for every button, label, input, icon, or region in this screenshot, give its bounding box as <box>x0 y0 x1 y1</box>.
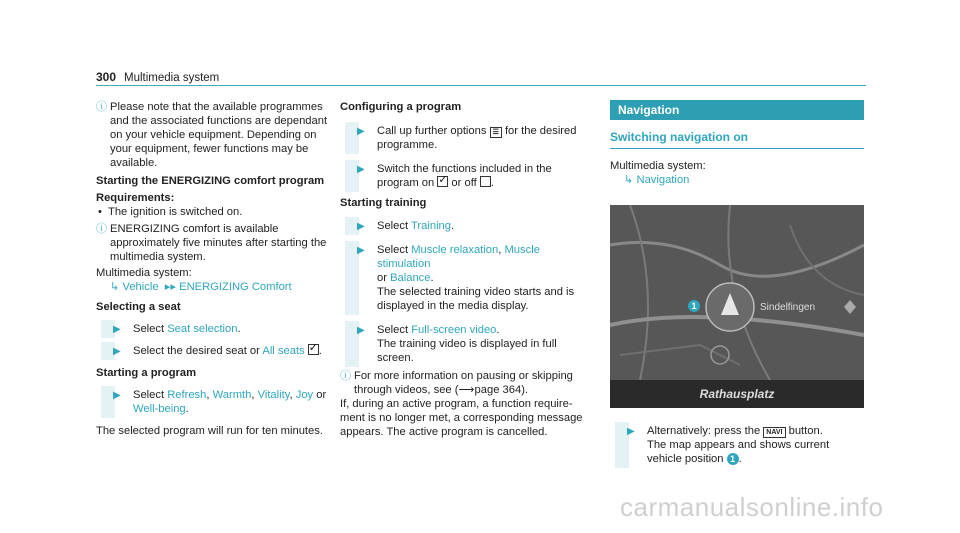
heading-start-program: Starting a program <box>96 367 197 379</box>
info-icon: ⓘ <box>340 370 351 382</box>
heading-start-energizing: Starting the ENERGIZING comfort program <box>96 175 325 187</box>
menu-path <box>96 280 328 294</box>
link-training[interactable]: Training <box>411 220 452 232</box>
step-arrow-icon: ▶ <box>627 426 635 437</box>
info-icon: ⓘ <box>96 223 107 235</box>
step-arrow-icon: ▶ <box>357 325 365 336</box>
subheading-switching-navigation: Switching navigation on <box>610 130 748 144</box>
step-text: Alternatively: press the <box>647 425 764 437</box>
step-text: Select <box>377 244 412 256</box>
page-header <box>96 70 862 84</box>
runtime-note: The selected program will run for ten minutes. <box>96 425 323 437</box>
column-3 <box>610 100 864 468</box>
checkbox-checked-icon <box>437 176 448 187</box>
step-switch-functions: ▶ Switch the functions included in the program on ✓ or off . <box>345 160 590 192</box>
step-desired-seat: ▶ Select the desired seat or All seats ✓ . <box>101 342 328 360</box>
link-warmth[interactable]: Warmth <box>212 389 252 401</box>
link-refresh[interactable]: Refresh <box>167 389 207 401</box>
info-icon: ⓘ <box>96 101 107 113</box>
link-vitality[interactable]: Vitality <box>257 389 290 401</box>
submenu-arrow-icon: ↳ <box>624 174 634 186</box>
step-text: Select <box>133 323 168 335</box>
menu-link-energizing[interactable]: ENERGIZING Comfort <box>179 281 292 293</box>
step-text: or <box>377 272 391 284</box>
checkbox-checked-icon <box>308 344 319 355</box>
step-text: for the desired programme. <box>377 125 577 151</box>
tip-more-info <box>340 369 590 397</box>
section-title: Multimedia system <box>124 72 220 84</box>
page-ref-arrow-icon: ⟶ <box>458 384 475 396</box>
step-select-program: ▶ Select Refresh, Warmth, Vitality, Joy or Well-being. <box>101 386 328 418</box>
map-callout <box>688 299 700 313</box>
navi-button-icon: NAVI <box>763 427 785 438</box>
step-arrow-icon: ▶ <box>357 245 365 256</box>
requirement-item: • The ignition is switched on. <box>98 206 243 218</box>
step-note: The training video is displayed in full screen. <box>377 338 557 364</box>
column-2 <box>340 100 590 439</box>
column-1 <box>96 100 328 438</box>
header-rule <box>96 85 866 86</box>
step-call-up-options <box>345 122 590 154</box>
heading-start-training: Starting training <box>340 197 427 209</box>
requirement-text: The ignition is switched on. <box>108 206 243 218</box>
path-arrow-icon: ▸▸ <box>161 281 177 293</box>
link-all-seats[interactable]: All seats <box>262 345 305 357</box>
active-program-note: If, during an active program, a function require- ment is no longer met, a corresponding message appears. The active program is cancelled. <box>340 398 583 438</box>
step-text: or off <box>448 177 480 189</box>
callout-number: 1 <box>727 453 739 465</box>
tip-text: For more information on pausing or skipping through videos, see ( <box>354 370 573 396</box>
menu-path-label: Multimedia system: <box>610 160 706 172</box>
menu-link-navigation[interactable]: Navigation <box>636 174 690 186</box>
link-balance[interactable]: Balance <box>390 272 431 284</box>
tip-programmes <box>96 100 328 170</box>
link-muscle-stimulation[interactable]: Muscle stimulation <box>377 244 540 270</box>
link-seat-selection[interactable]: Seat selection <box>167 323 238 335</box>
step-arrow-icon: ▶ <box>113 324 121 335</box>
step-text: Select the desired seat or <box>133 345 263 357</box>
navigation-map-image <box>610 205 864 408</box>
tip-availability <box>96 222 328 264</box>
submenu-arrow-icon: ↳ <box>110 281 120 293</box>
watermark: carmanualsonline.info <box>620 492 884 522</box>
step-text: Select <box>133 389 168 401</box>
step-seat-selection: ▶ Select Seat selection. <box>101 320 328 338</box>
step-note: The map appears and shows current vehicle position <box>647 439 830 465</box>
callout-number: 1 <box>688 300 700 312</box>
step-press-navi: ▶ Alternatively: press the NAVI button. The map appears and shows current vehicle position 1 . <box>615 422 864 468</box>
link-page-364[interactable]: page 364). <box>474 384 529 396</box>
step-select-training: ▶ Select Training. <box>345 217 590 235</box>
menu-link-vehicle[interactable]: Vehicle <box>122 281 159 293</box>
step-text-or: or <box>313 389 327 401</box>
tip-text: ENERGIZING comfort is available approximately five minutes after starting the multimedia system. <box>110 223 327 263</box>
map-street-label: Rathausplatz <box>610 380 864 408</box>
step-text: Call up further options <box>377 125 490 137</box>
step-text: Select <box>377 324 412 336</box>
checkbox-empty-icon <box>480 176 491 187</box>
menu-path <box>610 173 864 187</box>
step-arrow-icon: ▶ <box>357 126 365 137</box>
step-arrow-icon: ▶ <box>113 390 121 401</box>
heading-select-seat: Selecting a seat <box>96 301 181 313</box>
link-muscle-relaxation[interactable]: Muscle relaxation <box>411 244 499 256</box>
step-arrow-icon: ▶ <box>357 164 365 175</box>
step-text: Select <box>377 220 411 232</box>
map-graphic <box>610 205 864 408</box>
step-text: Switch the functions included in the program on <box>377 163 552 189</box>
menu-path-label: Multimedia system: <box>96 267 192 279</box>
step-select-muscle: ▶ Select Muscle relaxation, Muscle stimulation or Balance. The selected training video starts and is displayed in the media display. <box>345 241 590 315</box>
link-joy[interactable]: Joy <box>295 389 314 401</box>
page-number: 300 <box>96 70 117 84</box>
step-note: The selected training video starts and is displayed in the media display. <box>377 286 575 312</box>
step-arrow-icon: ▶ <box>357 221 365 232</box>
step-full-screen: ▶ Select Full-screen video. The training video is displayed in full screen. <box>345 321 590 367</box>
heading-configure: Configuring a program <box>340 101 462 113</box>
step-text: button. <box>785 425 823 437</box>
link-well-being[interactable]: Well-being <box>133 403 186 415</box>
link-full-screen-video[interactable]: Full-screen video <box>411 324 497 336</box>
subheading-rule <box>610 148 864 149</box>
tip-text: Please note that the available programmes and the associated functions are dependant on your vehicle equipment. Depending on your equipment, fewer functions may be available. <box>110 101 328 169</box>
requirements-label: Requirements: <box>96 192 175 204</box>
step-arrow-icon: ▶ <box>113 346 121 357</box>
section-banner-navigation: Navigation <box>610 100 864 120</box>
map-label-place: Sindelfingen <box>760 302 816 313</box>
options-icon: ☰ <box>490 127 502 138</box>
